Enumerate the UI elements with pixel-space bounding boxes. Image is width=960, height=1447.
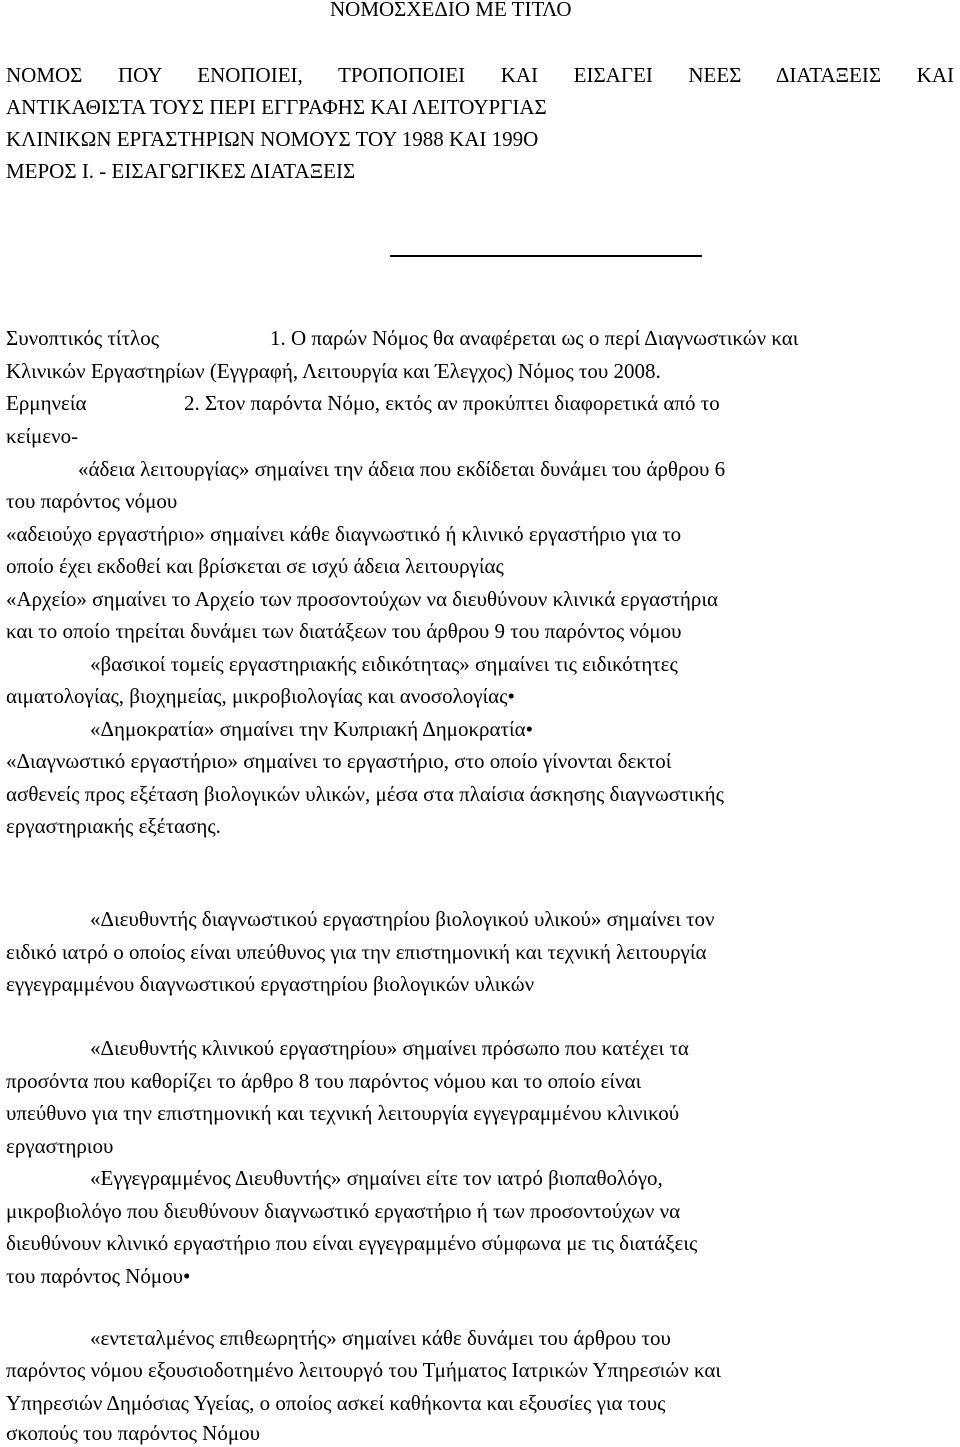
definition-line-13: «Διευθυντής διαγνωστικού εργαστηρίου βιολογικού υλικού» σημαίνει τον <box>90 907 715 931</box>
definition-line-23: του παρόντος Νόμου• <box>6 1264 191 1288</box>
definition-line-22: διευθύνουν κλινικό εργαστήριο που είναι εγγεγραμμένο σύμφωνα με τις διατάξεις <box>6 1231 698 1255</box>
heading-line-3: ΚΛΙΝΙΚΩΝ ΕΡΓΑΣΤΗΡΙΩΝ ΝΟΜΟΥΣ ΤΟΥ 1988 ΚΑΙ 199Ο <box>6 127 539 151</box>
definition-line-5: «Αρχείο» σημαίνει το Αρχείο των προσοντούχων να διευθύνουν κλινικά εργαστήρια <box>6 587 719 611</box>
definition-line-12: εργαστηριακής εξέτασης. <box>6 814 221 838</box>
part-heading: ΜΕΡΟΣ Ι. - ΕΙΣΑΓΩΓΙΚΕΣ ΔΙΑΤΑΞΕΙΣ <box>6 159 356 183</box>
definition-line-18: υπεύθυνο για την επιστημονική και τεχνική λειτουργία εγγεγραμμένου κλινικού <box>6 1101 680 1125</box>
section-2-label: Ερμηνεία <box>6 391 87 415</box>
definition-line-17: προσόντα που καθορίζει το άρθρο 8 του παρόντος νόμου και το οποίο είναι <box>6 1069 642 1093</box>
definition-line-4: οποίο έχει εκδοθεί και βρίσκεται σε ισχύ άδεια λειτουργίας <box>6 554 504 578</box>
definition-line-6: και το οποίο τηρείται δυνάμει των διατάξεων του άρθρου 9 του παρόντος νόμου <box>6 619 682 643</box>
definition-line-11: ασθενείς προς εξέταση βιολογικών υλικών, μέσα στα πλαίσια άσκησης διαγνωστικής <box>6 782 724 806</box>
heading-line-1: ΝΟΜΟΣ ΠΟΥ ΕΝΟΠΟΙΕΙ, ΤΡΟΠΟΠΟΙΕΙ ΚΑΙ ΕΙΣΑΓΕΙ ΝΕΕΣ ΔΙΑΤΑΞΕΙΣ ΚΑΙ <box>6 63 954 87</box>
definition-line-15: εγγεγραμμένου διαγνωστικού εργαστηρίου βιολογικών υλικών <box>6 972 535 996</box>
definition-line-2: του παρόντος νόμου <box>6 489 178 513</box>
document-title: ΝΟΜΟΣΧΕΔΙΟ ΜΕ ΤΙΤΛΟ <box>330 0 572 21</box>
definition-line-8: αιματολογίας, βιοχημείας, μικροβιολογίας και ανοσολογίας• <box>6 684 515 708</box>
section-1-text-line-2: Κλινικών Εργαστηρίων (Εγγραφή, Λειτουργία και Έλεγχος) Νόμος του 2008. <box>6 359 661 383</box>
definition-line-21: μικροβιολόγο που διευθύνουν διαγνωστικό εργαστήριο ή των προσοντούχων να <box>6 1199 681 1223</box>
definition-line-14: ειδικό ιατρό ο οποίος είναι υπεύθυνος για την επιστημονική και τεχνική λειτουργία <box>6 940 707 964</box>
definition-line-10: «Διαγνωστικό εργαστήριο» σημαίνει το εργαστήριο, στο οποίο γίνονται δεκτοί <box>6 749 672 773</box>
definition-line-26: Υπηρεσιών Δημόσιας Υγείας, ο οποίος ασκεί καθήκοντα και εξουσίες για τους <box>6 1391 666 1415</box>
definition-line-1: «άδεια λειτουργίας» σημαίνει την άδεια που εκδίδεται δυνάμει του άρθρου 6 <box>78 457 726 481</box>
definition-line-3: «αδειούχο εργαστήριο» σημαίνει κάθε διαγνωστικό ή κλινικό εργαστήριο για το <box>6 522 682 546</box>
heading-line-2: ΑΝΤΙΚΑΘΙΣΤΑ ΤΟΥΣ ΠΕΡΙ ΕΓΓΡΑΦΗΣ ΚΑΙ ΛΕΙΤΟΥΡΓΙΑΣ <box>6 95 547 119</box>
definition-line-16: «Διευθυντής κλινικού εργαστηρίου» σημαίνει πρόσωπο που κατέχει τα <box>90 1036 689 1060</box>
definition-line-7: «βασικοί τομείς εργαστηριακής ειδικότητας» σημαίνει τις ειδικότητες <box>90 652 678 676</box>
section-2-text-line-1: 2. Στον παρόντα Νόμο, εκτός αν προκύπτει διαφορετικά από το <box>184 391 720 415</box>
definition-line-9: «Δημοκρατία» σημαίνει την Κυπριακή Δημοκρατία• <box>90 717 533 741</box>
definition-line-20: «Εγγεγραμμένος Διευθυντής» σημαίνει είτε τον ιατρό βιοπαθολόγο, <box>90 1166 663 1190</box>
definition-line-25: παρόντος νόμου εξουσιοδοτημένο λειτουργό του Τμήματος Ιατρικών Υπηρεσιών και <box>6 1358 722 1382</box>
section-2-text-line-2: κείμενο- <box>6 424 79 448</box>
definition-line-27: σκοπούς του παρόντος Νόμου <box>6 1421 260 1445</box>
section-1-text-line-1: 1. Ο παρών Νόμος θα αναφέρεται ως ο περί Διαγνωστικών και <box>270 326 799 350</box>
section-1-label: Συνοπτικός τίτλος <box>6 326 160 350</box>
definition-line-24: «εντεταλμένος επιθεωρητής» σημαίνει κάθε δυνάμει του άρθρου του <box>90 1326 671 1350</box>
definition-line-19: εργαστηριου <box>6 1134 114 1158</box>
separator-line <box>390 255 702 257</box>
